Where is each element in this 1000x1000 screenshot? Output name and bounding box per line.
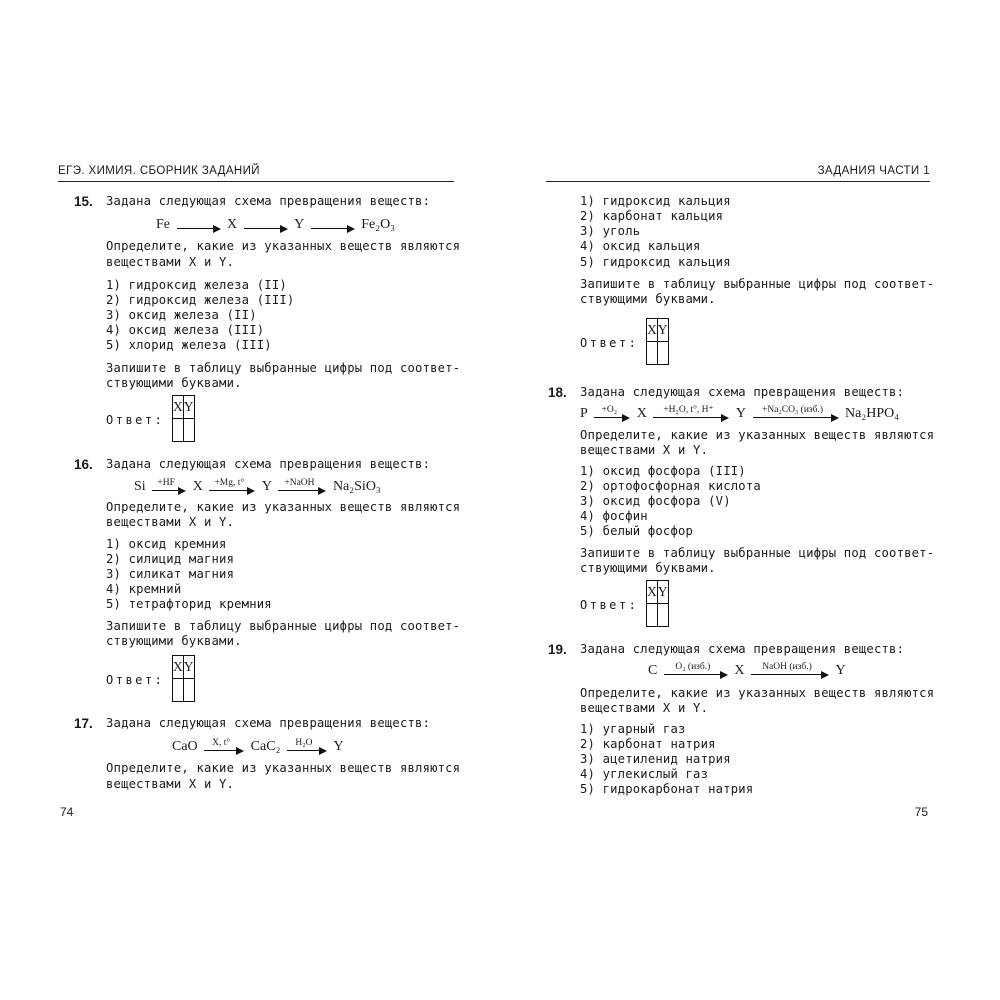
reaction-arrow	[204, 733, 244, 755]
option: 4) углекислый газ	[580, 767, 709, 781]
option: 5) гидрокарбонат натрия	[580, 782, 754, 796]
reaction-arrow	[152, 473, 186, 495]
option: 1) оксид кремния	[106, 537, 227, 551]
instruction-line: Запишите в таблицу выбранные цифры под соответ-	[580, 546, 935, 560]
option: 2) ортофосфорная кислота	[580, 479, 761, 493]
question-line: Определите, какие из указанных веществ являются	[580, 686, 935, 700]
answer-cell-x[interactable]	[647, 342, 658, 365]
question-line: Определите, какие из указанных веществ являются	[106, 500, 461, 514]
reaction-scheme	[172, 733, 344, 757]
option: 1) угарный газ	[580, 722, 686, 736]
option: 2) карбонат кальция	[580, 209, 724, 223]
reaction-arrow	[753, 400, 839, 422]
header-title: ЗАДАНИЯ ЧАСТИ 1	[817, 165, 930, 177]
task-title: Задана следующая схема превращения веществ:	[106, 457, 431, 471]
task-18	[548, 385, 567, 400]
reaction-arrow	[594, 400, 630, 422]
answer-cell-y[interactable]	[657, 342, 668, 365]
answer-cell-y[interactable]	[183, 679, 194, 702]
answer-label: Ответ:	[580, 336, 639, 350]
reaction-arrow	[287, 733, 327, 755]
answer-table	[172, 395, 195, 442]
task-title: Задана следующая схема превращения веществ:	[580, 385, 905, 399]
task-number: 18.	[548, 385, 567, 400]
answer-table	[646, 318, 669, 365]
arrow-label: H₂O	[295, 738, 313, 748]
instruction-line: ствующими буквами.	[106, 376, 242, 390]
option: 1) гидроксид железа (II)	[106, 278, 287, 292]
reaction-scheme	[580, 400, 899, 424]
answer-label: Ответ:	[580, 598, 639, 612]
reaction-scheme	[156, 211, 395, 235]
reaction-scheme	[648, 657, 846, 681]
page-number: 74	[60, 805, 74, 819]
substance: Y	[261, 479, 272, 494]
column-y: Y	[657, 581, 668, 604]
substance: CaC₂	[250, 739, 281, 754]
option: 1) оксид фосфора (III)	[580, 464, 746, 478]
answer-label: Ответ:	[106, 413, 165, 427]
arrow-label: X, t°	[212, 738, 231, 748]
arrow-label: +Mg, t°	[214, 478, 245, 488]
option: 3) оксид железа (II)	[106, 308, 257, 322]
task-number: 15.	[74, 194, 93, 209]
answer-cell-x[interactable]	[173, 419, 184, 442]
option: 5) гидроксид кальция	[580, 255, 731, 269]
arrow-label: +H₂O, t°, H⁺	[663, 405, 714, 415]
task-number: 16.	[74, 457, 93, 472]
option: 5) белый фосфор	[580, 524, 694, 538]
option: 5) хлорид железа (III)	[106, 338, 272, 352]
option: 3) оксид фосфора (V)	[580, 494, 731, 508]
answer-label: Ответ:	[106, 673, 165, 687]
substance: X	[636, 406, 647, 421]
column-x: X	[173, 656, 184, 679]
task-title: Задана следующая схема превращения веществ:	[106, 194, 431, 208]
answer-cell-x[interactable]	[173, 679, 184, 702]
question-line: веществами X и Y.	[580, 443, 709, 457]
substance: Y	[294, 217, 305, 232]
reaction-arrow	[311, 211, 355, 233]
substance: Na₂HPO₄	[845, 406, 900, 421]
task-19	[548, 642, 567, 657]
substance: C	[648, 663, 658, 678]
instruction-line: Запишите в таблицу выбранные цифры под соответ-	[580, 277, 935, 291]
option: 4) кремний	[106, 582, 182, 596]
question-line: веществами X и Y.	[106, 255, 235, 269]
arrow-label: +Na₂CO₃ (изб.)	[762, 405, 824, 415]
substance: X	[734, 663, 745, 678]
reaction-scheme	[134, 473, 381, 497]
question-line: Определите, какие из указанных веществ являются	[106, 239, 461, 253]
reaction-arrow	[278, 473, 326, 495]
option: 2) карбонат натрия	[580, 737, 716, 751]
reaction-arrow	[209, 473, 255, 495]
column-y: Y	[183, 656, 194, 679]
substance: Y	[835, 663, 846, 678]
instruction-line: ствующими буквами.	[580, 561, 716, 575]
task-number: 17.	[74, 716, 93, 731]
substance: Y	[735, 406, 747, 421]
option: 3) уголь	[580, 224, 641, 238]
reaction-arrow	[751, 657, 829, 679]
substance: Y	[333, 739, 344, 754]
left-page	[58, 0, 461, 1000]
substance: CaO	[172, 739, 198, 754]
reaction-arrow	[177, 211, 221, 233]
question-line: веществами X и Y.	[580, 701, 709, 715]
substance: Fe₂O₃	[361, 217, 396, 232]
option: 5) тетрафторид кремния	[106, 597, 272, 611]
option: 2) гидроксид железа (III)	[106, 293, 295, 307]
arrow-label: O₂ (изб.)	[675, 662, 711, 672]
answer-table	[172, 655, 195, 702]
substance: Fe	[156, 217, 170, 232]
column-x: X	[647, 581, 658, 604]
question-line: веществами X и Y.	[106, 515, 235, 529]
task-17	[74, 716, 93, 731]
task-title: Задана следующая схема превращения веществ:	[580, 642, 905, 656]
column-y: Y	[657, 319, 668, 342]
task-number: 19.	[548, 642, 567, 657]
answer-cell-y[interactable]	[183, 419, 194, 442]
column-y: Y	[183, 396, 194, 419]
question-line: Определите, какие из указанных веществ являются	[106, 761, 461, 775]
task-15	[74, 194, 93, 209]
substance: P	[580, 406, 588, 421]
substance: X	[192, 479, 203, 494]
task-16	[74, 457, 93, 472]
arrow-label: +HF	[157, 478, 175, 488]
option: 3) ацетиленид натрия	[580, 752, 731, 766]
question-line: Определите, какие из указанных веществ являются	[580, 428, 935, 442]
running-head	[546, 163, 930, 182]
header-title: ЕГЭ. ХИМИЯ. СБОРНИК ЗАДАНИЙ	[58, 165, 260, 177]
option: 4) фосфин	[580, 509, 648, 523]
instruction-line: ствующими буквами.	[580, 292, 716, 306]
running-head	[58, 163, 454, 182]
option: 4) оксид кальция	[580, 239, 701, 253]
page-number: 75	[914, 805, 928, 819]
reaction-arrow	[653, 400, 729, 422]
question-line: веществами X и Y.	[106, 777, 235, 791]
column-x: X	[173, 396, 184, 419]
substance: X	[227, 217, 238, 232]
task-title: Задана следующая схема превращения веществ:	[106, 716, 431, 730]
option: 2) силицид магния	[106, 552, 235, 566]
answer-cell-x[interactable]	[647, 604, 658, 627]
arrow-label: NaOH (изб.)	[762, 662, 812, 672]
arrow-label: +NaOH	[284, 478, 315, 488]
option: 3) силикат магния	[106, 567, 235, 581]
substance: Na₂SiO₃	[332, 479, 381, 494]
instruction-line: Запишите в таблицу выбранные цифры под соответ-	[106, 619, 461, 633]
right-page	[546, 0, 935, 1000]
answer-cell-y[interactable]	[657, 604, 668, 627]
reaction-arrow	[244, 211, 288, 233]
option: 1) гидроксид кальция	[580, 194, 731, 208]
instruction-line: Запишите в таблицу выбранные цифры под соответ-	[106, 361, 461, 375]
substance: Si	[134, 479, 146, 494]
reaction-arrow	[664, 657, 728, 679]
instruction-line: ствующими буквами.	[106, 634, 242, 648]
arrow-label: +O₂	[601, 405, 618, 415]
option: 4) оксид железа (III)	[106, 323, 265, 337]
answer-table	[646, 580, 669, 627]
column-x: X	[647, 319, 658, 342]
